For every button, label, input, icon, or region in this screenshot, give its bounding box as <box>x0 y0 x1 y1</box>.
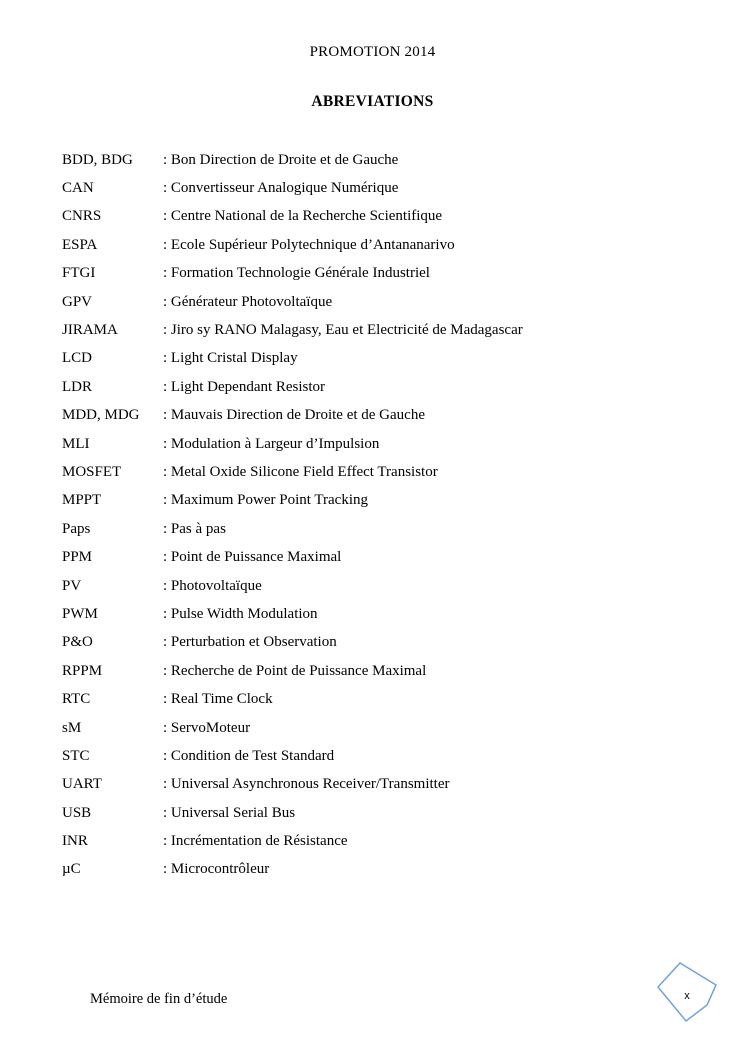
abbreviation-row <box>62 146 715 174</box>
abbreviation-definition: : Incrémentation de Résistance <box>163 833 348 850</box>
abbreviation-term: PV <box>62 577 82 594</box>
abbreviation-definition: : Recherche de Point de Puissance Maximal <box>163 662 427 679</box>
abbreviation-term: STC <box>62 747 90 764</box>
abbreviation-term: P&O <box>62 634 93 651</box>
abbreviation-definition: : Pulse Width Modulation <box>163 605 318 622</box>
abbreviation-definition: : Modulation à Largeur d’Impulsion <box>163 435 380 452</box>
abbreviation-row <box>62 543 715 571</box>
abbreviation-term: MLI <box>62 435 90 452</box>
abbreviation-row <box>62 231 715 259</box>
abbreviation-term: sM <box>62 719 82 736</box>
abbreviation-term: CAN <box>62 180 94 197</box>
abbreviation-term: RPPM <box>62 662 103 679</box>
abbreviation-definition: : Générateur Photovoltaïque <box>163 293 333 310</box>
abbreviation-term: JIRAMA <box>62 322 118 339</box>
footer-text: Mémoire de fin d’étude <box>90 991 228 1007</box>
abbreviation-row <box>62 714 715 742</box>
abbreviation-term: LCD <box>62 350 92 367</box>
abbreviation-definition: : Jiro sy RANO Malagasy, Eau et Electricité de Madagascar <box>163 322 523 339</box>
abbreviation-row <box>62 260 715 288</box>
abbreviation-term: Paps <box>62 520 91 537</box>
page-title: ABREVIATIONS <box>311 93 434 110</box>
abbreviation-definition: : Maximum Power Point Tracking <box>163 492 369 509</box>
abbreviation-row <box>62 515 715 543</box>
abbreviation-definition: : Photovoltaïque <box>163 577 262 594</box>
abbreviation-row <box>62 572 715 600</box>
abbreviation-definition: : Light Dependant Resistor <box>163 378 326 395</box>
abbreviation-row <box>62 345 715 373</box>
abbreviation-row <box>62 487 715 515</box>
abbreviation-row <box>62 288 715 316</box>
abbreviation-definition: : Universal Asynchronous Receiver/Transmitter <box>163 776 450 793</box>
abbreviation-definition: : Centre National de la Recherche Scientifique <box>163 208 443 225</box>
abbreviation-row <box>62 458 715 486</box>
abbreviation-row <box>62 685 715 713</box>
abbreviation-row <box>62 742 715 770</box>
page-number: x <box>684 990 690 1002</box>
abbreviation-term: BDD, BDG <box>62 151 133 168</box>
abbreviation-term: UART <box>62 776 102 793</box>
abbreviation-row <box>62 799 715 827</box>
abbreviation-term: FTGI <box>62 265 96 282</box>
abbreviation-term: PPM <box>62 549 93 566</box>
abbreviation-term: MPPT <box>62 492 102 509</box>
abbreviation-term: MOSFET <box>62 463 122 480</box>
abbreviation-row <box>62 402 715 430</box>
abbreviation-definition: : Ecole Supérieur Polytechnique d’Antananarivo <box>163 236 455 253</box>
abbreviation-definition: : ServoMoteur <box>163 719 251 736</box>
abbreviation-term: INR <box>62 833 88 850</box>
abbreviation-term: PWM <box>62 605 98 622</box>
abbreviation-row <box>62 174 715 202</box>
abbreviation-definition: : Microcontrôleur <box>163 861 270 878</box>
promotion-header: PROMOTION 2014 <box>309 44 436 60</box>
abbreviation-term: USB <box>62 804 92 821</box>
abbreviation-term: LDR <box>62 378 92 395</box>
abbreviation-definition: : Point de Puissance Maximal <box>163 549 342 566</box>
abbreviation-row <box>62 629 715 657</box>
abbreviation-row <box>62 430 715 458</box>
abbreviation-definition: : Formation Technologie Générale Industriel <box>163 265 430 282</box>
abbreviation-row <box>62 771 715 799</box>
abbreviation-term: MDD, MDG <box>62 407 140 424</box>
abbreviation-definition: : Real Time Clock <box>163 691 273 708</box>
abbreviation-row <box>62 600 715 628</box>
abbreviation-row <box>62 827 715 855</box>
abbreviation-row <box>62 203 715 231</box>
abbreviation-definition: : Mauvais Direction de Droite et de Gauche <box>163 407 425 424</box>
page-number-marker <box>656 961 718 1023</box>
abbreviation-term: CNRS <box>62 208 102 225</box>
abbreviation-definition: : Condition de Test Standard <box>163 747 335 764</box>
abbreviation-definition: : Metal Oxide Silicone Field Effect Transistor <box>163 463 438 480</box>
abbreviations-list <box>62 146 715 884</box>
abbreviation-row <box>62 856 715 884</box>
abbreviation-row <box>62 373 715 401</box>
abbreviation-term: µC <box>62 861 81 878</box>
abbreviation-definition: : Perturbation et Observation <box>163 634 337 651</box>
abbreviation-row <box>62 316 715 344</box>
abbreviation-term: RTC <box>62 691 91 708</box>
abbreviation-term: ESPA <box>62 236 98 253</box>
abbreviation-term: GPV <box>62 293 93 310</box>
abbreviation-definition: : Convertisseur Analogique Numérique <box>163 180 399 197</box>
abbreviation-definition: : Bon Direction de Droite et de Gauche <box>163 151 399 168</box>
abbreviation-row <box>62 657 715 685</box>
abbreviation-definition: : Universal Serial Bus <box>163 804 296 821</box>
abbreviation-definition: : Light Cristal Display <box>163 350 298 367</box>
abbreviation-definition: : Pas à pas <box>163 520 226 537</box>
